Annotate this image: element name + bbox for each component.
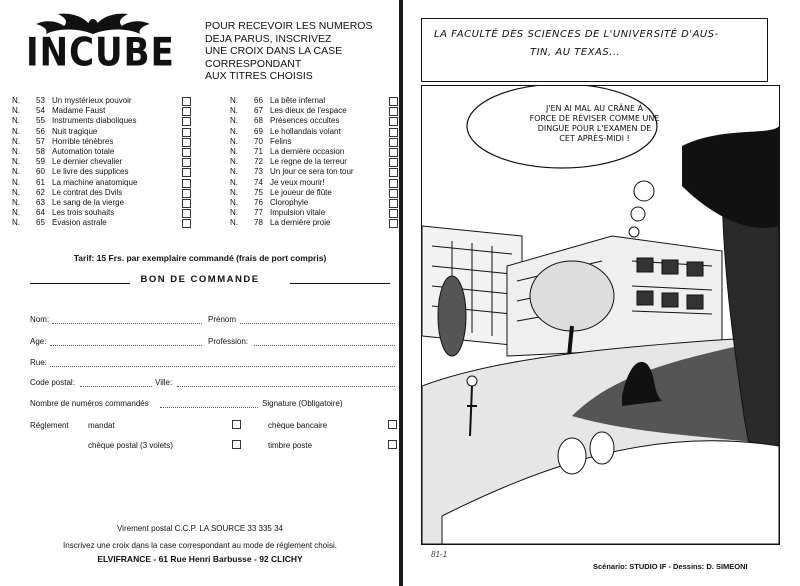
issue-checkbox[interactable] xyxy=(389,148,398,157)
issue-row xyxy=(12,188,197,198)
issue-checkbox[interactable] xyxy=(182,117,191,126)
issue-title: Evasion astrale xyxy=(52,218,107,228)
issue-checkbox[interactable] xyxy=(389,179,398,188)
issue-row xyxy=(12,137,197,147)
intro-line: UNE CROIX DANS LA CASE xyxy=(205,45,343,57)
issue-number: 69 xyxy=(254,126,263,136)
issue-row xyxy=(230,218,400,228)
issue-row xyxy=(230,137,400,147)
issue-title: Nuit tragique xyxy=(52,126,98,136)
issue-checkbox[interactable] xyxy=(182,148,191,157)
issue-list-left xyxy=(12,96,197,228)
issue-number: 60 xyxy=(36,167,45,177)
instruction-text: Inscrivez une croix dans la case correspondant au mode de réglement choisi. xyxy=(63,541,337,550)
issue-checkbox[interactable] xyxy=(182,189,191,198)
payment-cheque-postal-checkbox[interactable] xyxy=(232,440,241,449)
issue-checkbox[interactable] xyxy=(182,138,191,147)
publisher-address: ELVIFRANCE - 61 Rue Henri Barbusse - 92 CLICHY xyxy=(97,554,303,564)
issue-row xyxy=(12,218,197,228)
issue-title: La dernière proie xyxy=(270,218,331,228)
issue-title: Je veux mourir! xyxy=(270,177,325,187)
issue-row xyxy=(230,157,400,167)
comic-credits: Scénario: STUDIO IF - Dessins: D. SIMEONI xyxy=(593,562,748,571)
balloon-line: DINGUE POUR L'EXAMEN DE xyxy=(537,124,652,133)
issue-checkbox[interactable] xyxy=(182,168,191,177)
issue-row xyxy=(230,167,400,177)
issue-prefix: N. xyxy=(12,116,20,126)
caption-line: TIN, AU TEXAS... xyxy=(530,47,621,58)
issue-row xyxy=(12,208,197,218)
issue-prefix: N. xyxy=(12,187,20,197)
issue-checkbox[interactable] xyxy=(182,219,191,228)
age-label: Age: xyxy=(30,337,47,346)
issue-title: Le contrat des Dvils xyxy=(52,187,123,197)
logo-text: INCUBE xyxy=(26,30,175,76)
issue-row xyxy=(230,106,400,116)
order-title: BON DE COMMANDE xyxy=(140,274,260,285)
rue-label: Rue: xyxy=(30,358,47,367)
issue-prefix: N. xyxy=(230,197,238,207)
issue-row xyxy=(230,147,400,157)
issue-prefix: N. xyxy=(230,167,238,177)
issue-number: 74 xyxy=(254,177,263,187)
issue-title: La dernière occasion xyxy=(270,146,345,156)
payment-option-label: chèque bancaire xyxy=(268,421,328,430)
issue-number: 61 xyxy=(36,177,45,187)
incube-logo xyxy=(18,8,175,76)
issue-checkbox[interactable] xyxy=(389,117,398,126)
balloon-line: CET APRÈS-MIDI ! xyxy=(559,134,630,143)
caption-line: LA FACULTÉ DES SCIENCES DE L'UNIVERSITÉ D'AUS- xyxy=(434,29,719,40)
virement-text: Virement postal C.C.P. LA SOURCE 33 335 34 xyxy=(116,524,283,533)
profession-field[interactable] xyxy=(254,345,395,346)
issue-title: Un mystérieux pouvoir xyxy=(52,96,132,105)
issue-title: Le hollandais volant xyxy=(270,126,341,136)
issue-prefix: N. xyxy=(230,177,238,187)
issue-prefix: N. xyxy=(12,146,20,156)
issue-title: Présences occultes xyxy=(270,116,340,126)
issue-title: Un jour ce sera ton tour xyxy=(270,167,354,177)
issue-number: 54 xyxy=(36,106,45,116)
issue-prefix: N. xyxy=(230,96,238,105)
issue-prefix: N. xyxy=(230,136,238,146)
code-postal-field[interactable] xyxy=(80,386,152,387)
issue-prefix: N. xyxy=(12,157,20,167)
issue-number: 55 xyxy=(36,116,45,126)
issue-prefix: N. xyxy=(12,96,20,105)
issue-checkbox[interactable] xyxy=(182,158,191,167)
issue-number: 71 xyxy=(254,146,263,156)
issue-checkbox[interactable] xyxy=(182,97,191,106)
intro-line: CORRESPONDANT xyxy=(205,57,302,70)
issue-title: Instruments diaboliques xyxy=(52,116,137,126)
narration-caption xyxy=(421,18,768,82)
issue-row xyxy=(230,208,400,218)
issue-title: Les trois souhaits xyxy=(52,208,115,218)
issue-number: 78 xyxy=(254,218,263,228)
age-field[interactable] xyxy=(50,345,202,346)
issue-number: 64 xyxy=(36,208,45,218)
divider-line xyxy=(290,283,390,284)
issue-number: 77 xyxy=(254,208,263,218)
ville-label: Ville: xyxy=(155,378,173,387)
reglement-label: Réglement xyxy=(30,421,69,430)
issue-row xyxy=(230,188,400,198)
issue-row xyxy=(12,178,197,188)
nom-label: Nom: xyxy=(30,315,50,324)
nom-field[interactable] xyxy=(52,323,202,324)
payment-option-label: chèque postal (3 volets) xyxy=(88,441,173,450)
issue-title: Les dieux de l'espace xyxy=(270,106,347,116)
issue-row xyxy=(12,147,197,157)
issue-checkbox[interactable] xyxy=(182,199,191,208)
nombre-field[interactable] xyxy=(160,407,258,408)
intro-line: DEJA PARUS, INSCRIVEZ xyxy=(205,32,332,45)
issue-number: 62 xyxy=(36,187,45,197)
payment-cheque-bancaire-checkbox[interactable] xyxy=(388,420,397,429)
issue-checkbox[interactable] xyxy=(389,107,398,116)
issue-title: Madame Faust xyxy=(52,106,106,116)
issue-number: 58 xyxy=(36,146,45,156)
issue-prefix: N. xyxy=(12,167,20,177)
nombre-label: Nombre de numéros commandés xyxy=(30,399,149,408)
ville-field[interactable] xyxy=(177,386,395,387)
issue-title: Le livre des supplices xyxy=(52,167,129,177)
page-signature: 81-1 xyxy=(431,550,448,559)
issue-number: 70 xyxy=(254,136,263,146)
balloon-line: FORCE DE RÉVISER COMME UNE xyxy=(529,114,660,123)
issue-title: Horrible ténèbres xyxy=(52,136,114,146)
payment-option-label: mandat xyxy=(88,421,115,430)
issue-checkbox[interactable] xyxy=(182,179,191,188)
issue-title: Le dernier chevalier xyxy=(52,157,123,167)
issue-prefix: N. xyxy=(230,218,238,228)
issue-checkbox[interactable] xyxy=(389,138,398,147)
issue-checkbox[interactable] xyxy=(389,158,398,167)
issue-title: La machine anatomique xyxy=(52,177,138,187)
issue-number: 53 xyxy=(36,96,45,105)
prenom-label: Prénom xyxy=(208,315,237,324)
issue-row xyxy=(230,198,400,208)
issue-prefix: N. xyxy=(230,146,238,156)
issue-number: 65 xyxy=(36,218,45,228)
issue-checkbox[interactable] xyxy=(389,199,398,208)
issue-checkbox[interactable] xyxy=(389,168,398,177)
issue-prefix: N. xyxy=(230,116,238,126)
issue-row xyxy=(230,116,400,126)
issue-row xyxy=(230,127,400,137)
issue-number: 72 xyxy=(254,157,263,167)
issue-title: Impulsion vitale xyxy=(270,208,326,218)
issue-number: 57 xyxy=(36,136,45,146)
issue-row xyxy=(12,157,197,167)
issue-prefix: N. xyxy=(12,177,20,187)
issue-number: 76 xyxy=(254,197,263,207)
issue-checkbox[interactable] xyxy=(389,189,398,198)
issue-prefix: N. xyxy=(12,218,20,228)
issue-row xyxy=(12,106,197,116)
payment-option-label: timbre poste xyxy=(268,441,313,450)
issue-prefix: N. xyxy=(12,136,20,146)
issue-checkbox[interactable] xyxy=(182,128,191,137)
issue-prefix: N. xyxy=(12,106,20,116)
issue-row xyxy=(12,116,197,126)
signature-label: Signature (Obligatoire) xyxy=(262,399,343,408)
issue-row xyxy=(12,96,197,106)
issue-number: 68 xyxy=(254,116,263,126)
issue-list-right xyxy=(230,96,400,228)
issue-prefix: N. xyxy=(12,197,20,207)
issue-title: Le joueur de flûte xyxy=(270,187,332,197)
issue-number: 66 xyxy=(254,96,263,105)
rue-field[interactable] xyxy=(50,366,395,367)
intro-line: POUR RECEVOIR LES NUMEROS xyxy=(205,20,373,32)
issue-number: 63 xyxy=(36,197,45,207)
issue-checkbox[interactable] xyxy=(182,107,191,116)
issue-checkbox[interactable] xyxy=(389,97,398,106)
prenom-field[interactable] xyxy=(240,323,395,324)
issue-title: Le sang de la vierge xyxy=(52,197,125,207)
issue-checkbox[interactable] xyxy=(389,209,398,218)
intro-line: AUX TITRES CHOISIS xyxy=(205,70,313,82)
issue-title: Clorophyle xyxy=(270,197,309,207)
issue-checkbox[interactable] xyxy=(389,128,398,137)
issue-number: 59 xyxy=(36,157,45,167)
issue-prefix: N. xyxy=(230,157,238,167)
issue-number: 73 xyxy=(254,167,263,177)
issue-row xyxy=(12,198,197,208)
issue-prefix: N. xyxy=(12,126,20,136)
comic-page xyxy=(403,0,800,586)
issue-checkbox[interactable] xyxy=(389,219,398,228)
comic-panel xyxy=(421,85,780,545)
issue-number: 67 xyxy=(254,106,263,116)
issue-title: La bête infernal xyxy=(270,96,326,105)
issue-row xyxy=(230,178,400,188)
issue-row xyxy=(12,167,197,177)
issue-number: 75 xyxy=(254,187,263,197)
issue-prefix: N. xyxy=(230,208,238,218)
issue-prefix: N. xyxy=(12,208,20,218)
intro-text xyxy=(205,20,372,83)
issue-title: Le regne de la terreur xyxy=(270,157,347,167)
payment-timbre-poste-checkbox[interactable] xyxy=(388,440,397,449)
issue-prefix: N. xyxy=(230,187,238,197)
balloon-line: J'EN AI MAL AU CRÂNE À xyxy=(545,104,644,113)
tarif-text: Tarif: 15 Frs. par exemplaire commandé (frais de port compris) xyxy=(73,253,327,263)
issue-prefix: N. xyxy=(230,106,238,116)
payment-mandat-checkbox[interactable] xyxy=(232,420,241,429)
code-postal-label: Code postal: xyxy=(30,378,75,387)
issue-number: 56 xyxy=(36,126,45,136)
issue-row xyxy=(230,96,400,106)
issue-title: Automation totale xyxy=(52,146,115,156)
issue-checkbox[interactable] xyxy=(182,209,191,218)
issue-row xyxy=(12,127,197,137)
issue-prefix: N. xyxy=(230,126,238,136)
profession-label: Profession: xyxy=(208,337,249,346)
issue-title: Felins xyxy=(270,136,292,146)
speech-balloon xyxy=(507,104,682,174)
